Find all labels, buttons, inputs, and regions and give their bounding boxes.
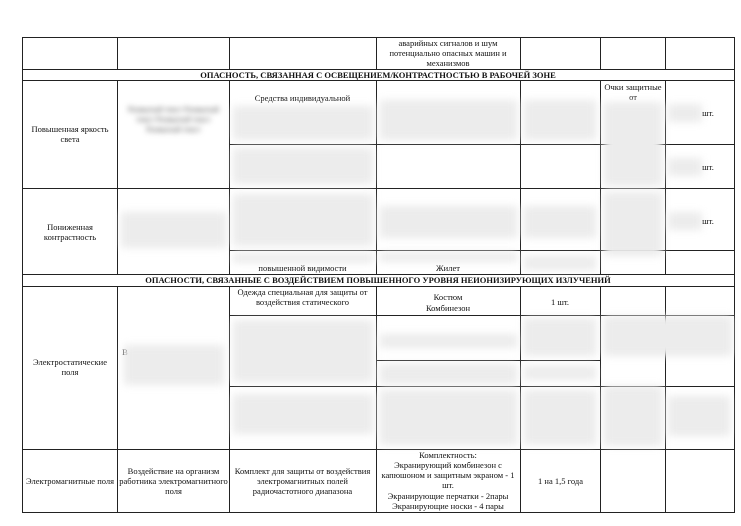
blurred-item-electrostatic-5 [380,390,517,445]
blurred-vest-qty-contrast [524,256,596,270]
blurred-impact-electrostatic [124,345,224,385]
qty-electrostatic: 1 шт. [550,297,570,307]
blurred-vest-contrast [233,253,373,263]
blurred-ppe-brightness-2 [233,148,373,184]
blurred-impact-contrast [121,212,226,248]
item-electrostatic-1: Костюм [433,292,463,302]
blurred-impact-brightness: Размытый текст Размытый текст Размытый текст Размытый текст [127,105,220,134]
blurred-qty-contrast [524,206,596,238]
ppe-electrostatic: Одежда специальная для защиты от воздействия статического [237,287,368,307]
blurred-ppe-electrostatic-2 [233,320,373,382]
item-electrostatic-2: Комбинезон [425,303,471,313]
top-row-col4: аварийных сигналов и шум потенциально опасных машин и механизмов [389,38,507,68]
blurred-goggles-electrostatic-2 [604,386,662,446]
vest-contrast-label: Жилет [436,263,460,273]
hazard-brightness: Повышенная яркость света [31,124,109,144]
blurred-goggles-electrostatic [604,316,732,356]
blurred-qty2-contrast [668,212,702,230]
ppe-brightness-label: Средства индивидуальной [254,93,351,103]
blurred-qty-electrostatic-2 [524,318,596,356]
blurred-item-electrostatic-3 [380,334,517,348]
goggles-brightness-label: Очки защитные от [604,82,662,102]
section-header-nonionizing: ОПАСНОСТИ, СВЯЗАННЫЕ С ВОЗДЕЙСТВИЕМ ПОВЫШЕННОГО УРОВНЯ НЕИОНИЗИРУЮЩИХ ИЗЛУЧЕНИЙ [145,275,611,285]
blurred-qty3-brightness [668,158,702,176]
qty-suffix-brightness-1: шт. [702,108,714,118]
blurred-qty-electrostatic-3 [524,366,596,380]
blurred-ppe-electrostatic-3 [233,394,373,434]
kit-item-electromagnetic-1: Экранирующий комбинезон с капюшоном и защитным экраном - 1 шт. [381,460,515,490]
kit-item-electromagnetic-3: Экранирующие носки - 4 пары [392,501,504,511]
blurred-ppe-brightness-1 [233,106,373,140]
kit-item-electromagnetic-2: Экранирующие перчатки - 2пары [387,491,509,501]
section-header-lighting: ОПАСНОСТЬ, СВЯЗАННАЯ С ОСВЕЩЕНИЕМ/КОНТРАСТНОСТЬЮ В РАБОЧЕЙ ЗОНЕ [200,70,556,80]
blurred-goggles-contrast [604,192,662,256]
impact-electromagnetic: Воздействие на организм работника электромагнитного поля [119,465,228,496]
blurred-qty2-electrostatic [668,396,730,436]
qty-suffix-contrast: шт. [702,216,714,226]
blurred-goggles-brightness [604,102,662,186]
qty-electromagnetic: 1 на 1,5 года [538,475,583,486]
hazard-electrostatic: Электростатические поля [33,357,107,377]
blurred-item-brightness [380,100,517,140]
blurred-qty-electrostatic-4 [524,390,596,445]
blurred-qty2-brightness [668,104,702,122]
kit-header-electromagnetic: Комплектность: [419,450,477,460]
ppe-electromagnetic: Комплект для защиты от воздействия электромагнитных полей радиочастотного диапазона [234,465,371,496]
qty-suffix-brightness-2: шт. [702,162,714,172]
hazard-electromagnetic: Электромагнитные поля [25,475,115,486]
visibility-contrast-label: повышенной видимости [258,263,347,273]
blurred-qty-brightness [524,100,596,140]
blurred-item-electrostatic-4 [380,364,517,384]
blurred-ppe-contrast [233,194,373,246]
hazard-contrast: Пониженная контрастность [43,222,97,242]
blurred-item-contrast [380,206,517,238]
blurred-vest-item-contrast [380,252,517,262]
